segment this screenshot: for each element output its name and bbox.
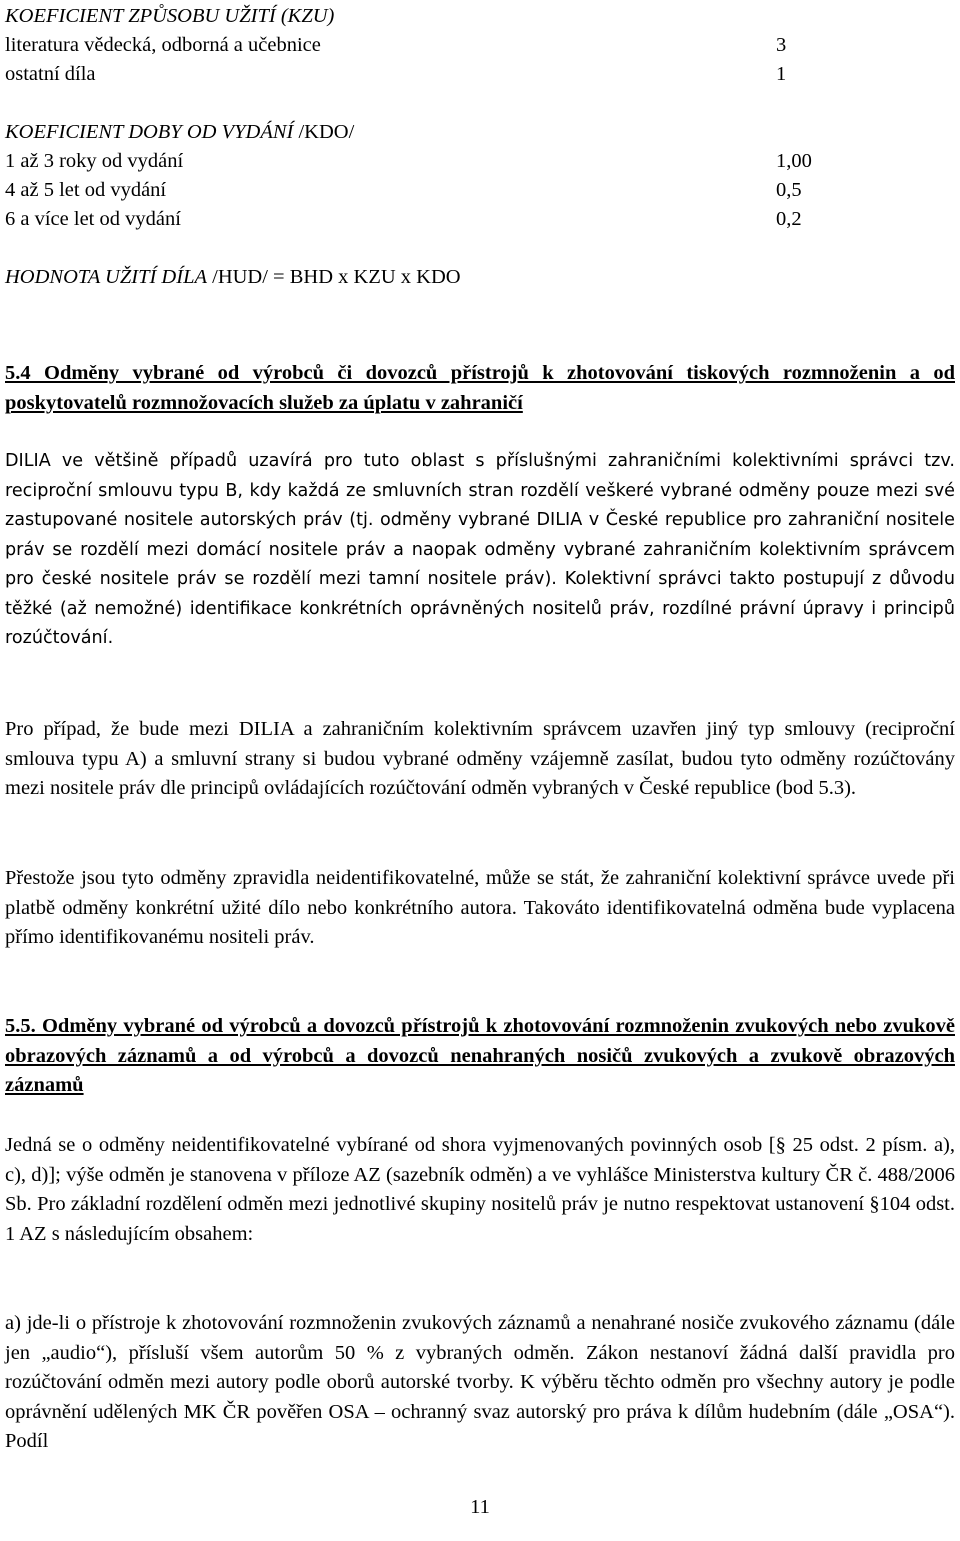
section-5-4-paragraph-1-start: DILIA ve většině případů uzavírá pro tuto oblast s příslušnými zahraničními kolektivními správci tzv. reciproční smlouvu typu B, kdy každá ze smluvních stran rozdělí veškeré vybrané odměny pouze mezi své zastupované nositele autorských práv (tj. odměny vybrané DILIA v České republice pro zahraniční nositele práv se rozdělí mezi domácí nositele práv a naopak odměny vybrané zahraničním kolektivním správcem pro české nositele práv se rozdělí mezi tamní nositele práv). Kolektivní správci takto postupují z důvodu těžké (až nemožné) identifikace konkrétních oprávněných nositelů práv, rozdílné právní úpravy i principů rozúčtování. xyxy=(5,451,955,648)
kzu-heading: KOEFICIENT ZPŮSOBU UŽITÍ (KZU) xyxy=(5,5,335,27)
kdo-row-value: 0,2 xyxy=(776,208,802,230)
kzu-row-label: ostatní díla xyxy=(5,63,96,85)
kdo-row-label: 1 až 3 roky od vydání xyxy=(5,150,184,172)
kdo-heading-abbr: /KDO/ xyxy=(293,121,355,143)
kdo-heading xyxy=(5,118,354,147)
section-5-5-heading: 5.5. Odměny vybrané od výrobců a dovozců přístrojů k zhotovování rozmnoženin zvukových nebo zvukově obrazových záznamů a od výrobců a dovozců nenahraných nosičů zvukových a zvukově obrazových záznamů xyxy=(5,1015,955,1096)
formula-line xyxy=(5,263,461,292)
kdo-row-label: 4 až 5 let od vydání xyxy=(5,179,167,201)
formula-italic: HODNOTA UŽITÍ DÍLA xyxy=(5,266,207,288)
kdo-row-value: 1,00 xyxy=(776,150,812,172)
section-5-4-paragraph-2: Pro případ, že bude mezi DILIA a zahraničním kolektivním správcem uzavřen jiný typ smlouvy (reciproční smlouva typu A) a smluvní strany si budou vybrané odměny vzájemně zasílat, budou tyto odměny rozúčtovány mezi nositele práv dle principů ovládajících rozúčtování odměn vybraných v České republice (bod 5.3). xyxy=(5,718,955,799)
formula-plain: /HUD/ = BHD x KZU x KDO xyxy=(207,266,461,288)
kzu-row-value: 3 xyxy=(776,34,787,56)
kzu-row-value: 1 xyxy=(776,63,787,85)
kdo-row-label: 6 a více let od vydání xyxy=(5,208,181,230)
page-number: 11 xyxy=(470,1496,490,1518)
section-5-5-paragraph-2: a) jde-li o přístroje k zhotovování rozmnoženin zvukových záznamů a nenahrané nosiče zvukového záznamu (dále jen „audio“), přísluší všem autorům 50 % z vybraných odměn. Zákon nestanoví žádná další pravidla pro rozúčtování odměn mezi autory podle oborů autorské tvorby. K výběru těchto odměn pro všechny autory je podle oprávnění udělených MK ČR pověřen OSA – ochranný svaz autorský pro práva k dílům hudebním (dále „OSA“). Podíl xyxy=(5,1312,955,1452)
kdo-heading-italic: KOEFICIENT DOBY OD VYDÁNÍ xyxy=(5,121,294,143)
kzu-row-label: literatura vědecká, odborná a učebnice xyxy=(5,34,321,56)
section-5-4-heading: 5.4 Odměny vybrané od výrobců či dovozců přístrojů k zhotovování tiskových rozmnoženin a od poskytovatelů rozmnožovacích služeb za úplatu v zahraničí xyxy=(5,362,955,414)
kdo-row-value: 0,5 xyxy=(776,179,802,201)
section-5-4-paragraph-3: Přestože jsou tyto odměny zpravidla neidentifikovatelné, může se stát, že zahraniční kolektivní správce uvede při platbě odměny konkrétní užité dílo nebo konkrétního autora. Takováto identifikovatelná odměna bude vyplacena přímo identifikovanému nositeli práv. xyxy=(5,867,955,948)
section-5-5-paragraph-1: Jedná se o odměny neidentifikovatelné vybírané od shora vyjmenovaných povinných osob [§ 25 odst. 2 písm. a), c), d)]; výše odměn je stanovena v příloze AZ (sazebník odměn) a ve vyhlášce Ministerstva kultury ČR č. 488/2006 Sb. Pro základní rozdělení odměn mezi jednotlivé skupiny nositelů práv je nutno respektovat ustanovení §104 odst. 1 AZ s následujícím obsahem: xyxy=(5,1134,955,1245)
